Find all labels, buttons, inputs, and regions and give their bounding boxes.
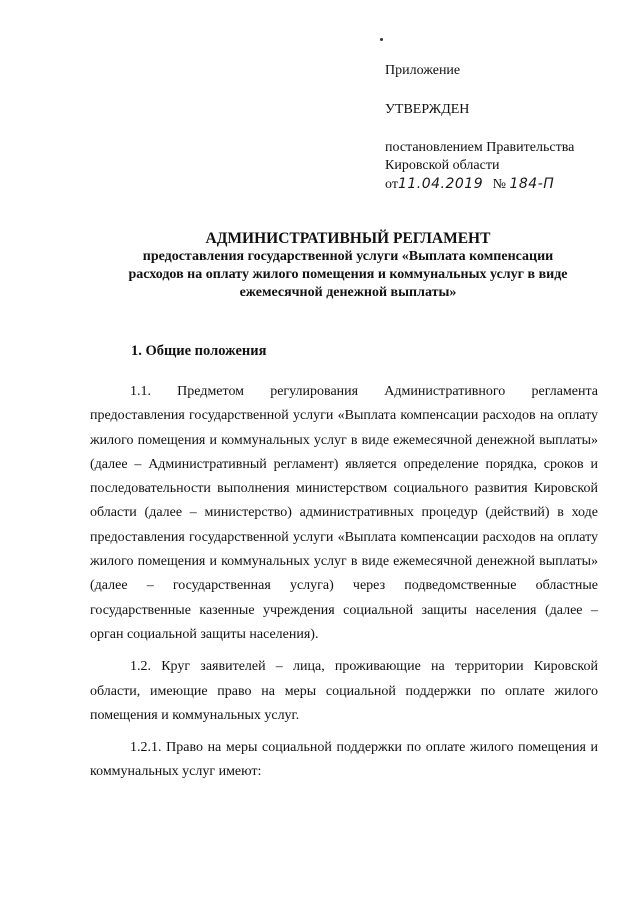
subtitle-line-1: предоставления государственной услуги «Выплата компенсации bbox=[142, 249, 554, 264]
handwritten-date: 11.04.2019 bbox=[397, 176, 484, 192]
subtitle-line-3: ежемесячной денежной выплаты» bbox=[239, 285, 457, 300]
decree-date-line bbox=[385, 175, 625, 194]
appendix-label: Приложение bbox=[385, 63, 461, 78]
decree-line-1: постановлением Правительства bbox=[385, 140, 575, 155]
from-label: от bbox=[385, 177, 398, 192]
approved-label: УТВЕРЖДЕН bbox=[385, 102, 470, 117]
subtitle-line-2: расходов на оплату жилого помещения и коммунальных услуг в виде bbox=[128, 267, 568, 282]
decree-line-2: Кировской области bbox=[385, 158, 500, 173]
handwritten-number: 184-П bbox=[509, 176, 555, 192]
paragraph-1-2-1: 1.2.1. Право на меры социальной поддержки по оплате жилого помещения и коммунальных услуг имеют: bbox=[90, 740, 598, 780]
section-heading: 1. Общие положения bbox=[131, 343, 267, 359]
document-title: АДМИНИСТРАТИВНЫЙ РЕГЛАМЕНТ bbox=[205, 230, 491, 247]
body-text bbox=[90, 380, 598, 785]
paragraph-1-1: 1.1. Предметом регулирования Административного регламента предоставления государственной услуги «Выплата компенсации расходов на оплату жилого помещения и коммунальных услуг в виде ежемесячной денежной выплаты» (далее – Административный регламент) является определение порядка, сроков и последовательности выполнения министерством социального развития Кировской области (далее – министерство) административных процедур (действий) в ходе предоставления государственной услуги «Выплата компенсации расходов на оплату жилого помещения и коммунальных услуг в виде ежемесячной денежной выплаты» (далее – государственная услуга) через подведомственные областные государственные казенные учреждения социальной защиты населения (далее – орган социальной защиты населения). bbox=[90, 384, 598, 642]
document-title-block bbox=[80, 230, 616, 302]
paragraph-1-2: 1.2. Круг заявителей – лица, проживающие на территории Кировской области, имеющие право на меры социальной поддержки по оплате жилого помещения и коммунальных услуг. bbox=[90, 659, 598, 723]
scan-speck bbox=[380, 38, 383, 41]
approval-block bbox=[385, 62, 625, 194]
number-label: № bbox=[492, 177, 506, 192]
